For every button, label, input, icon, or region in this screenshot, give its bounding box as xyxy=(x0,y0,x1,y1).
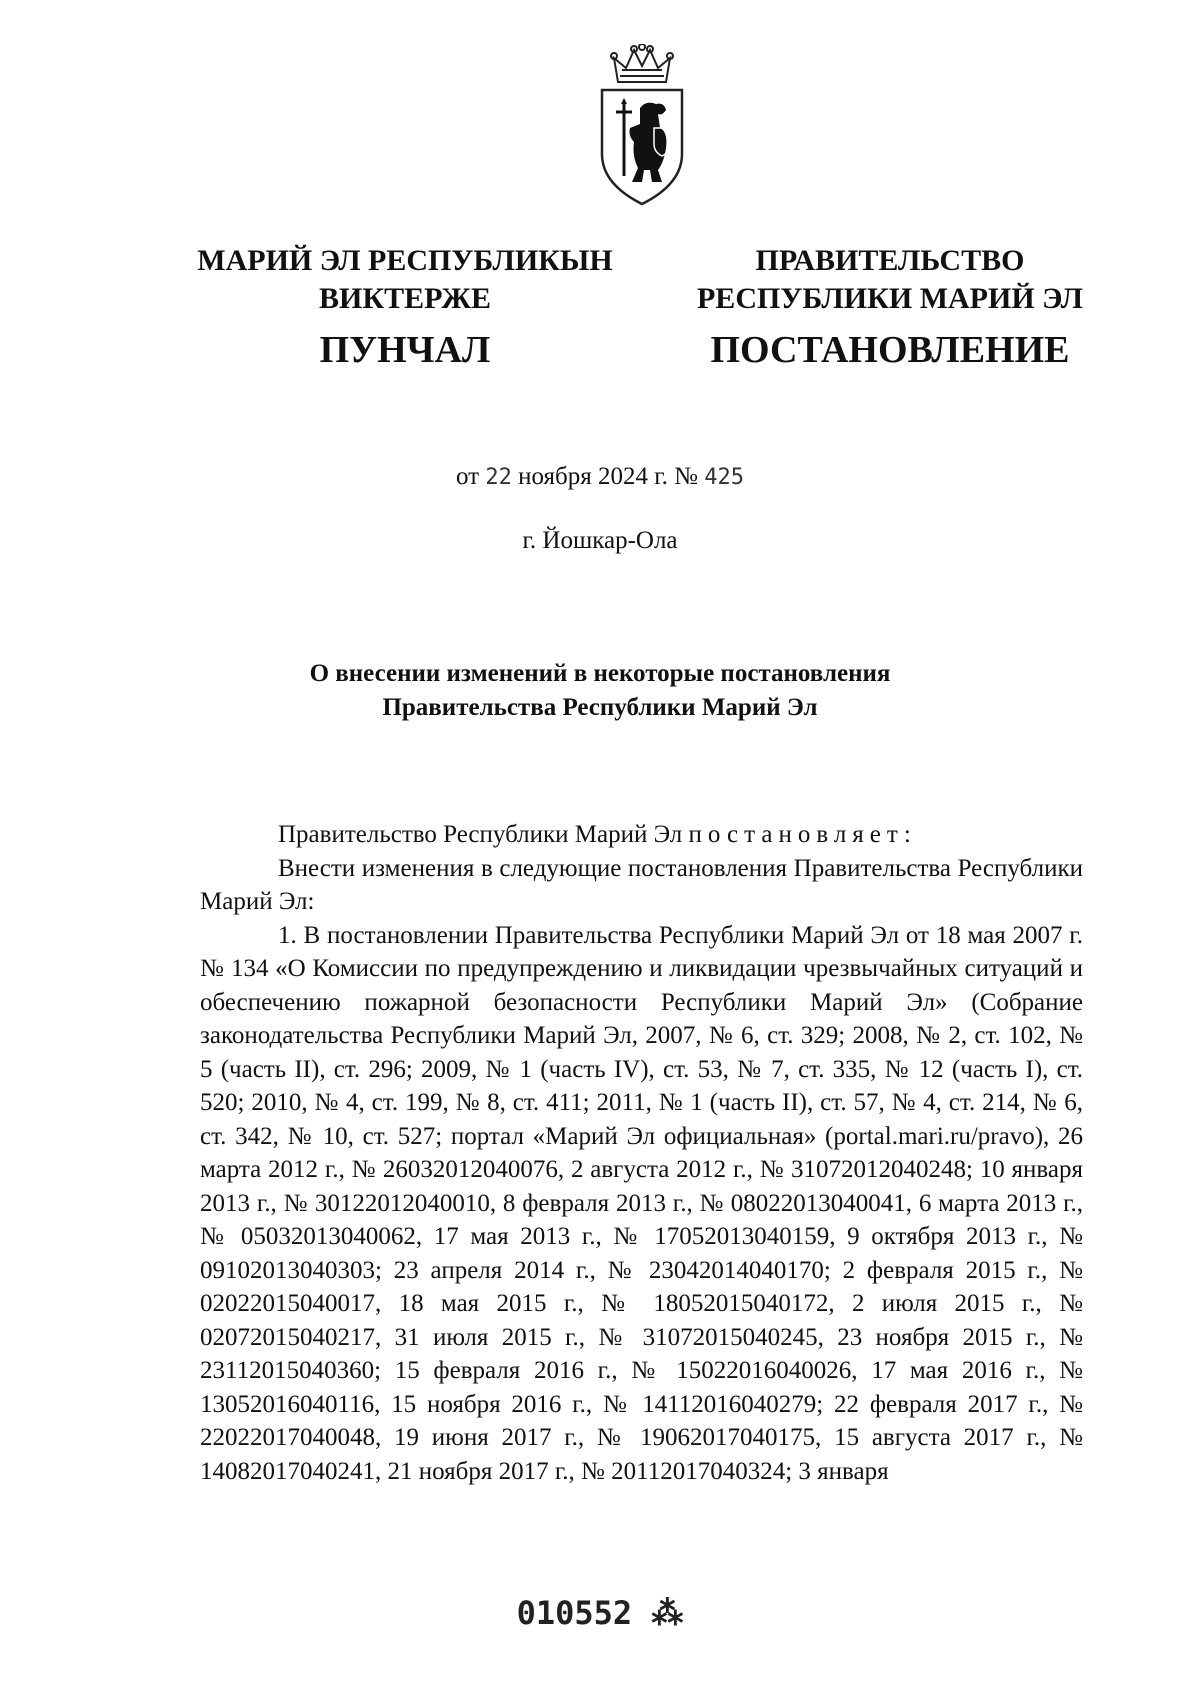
header-right-russian xyxy=(680,242,1100,318)
intro-paragraph xyxy=(200,818,1083,852)
doc-type-russian: ПОСТАНОВЛЕНИЕ xyxy=(710,329,1070,371)
coat-of-arms-emblem xyxy=(596,44,688,214)
document-body xyxy=(200,818,1083,1488)
header-left-line2: ВИКТЕРЖЕ xyxy=(318,281,492,315)
header-right-line2: РЕСПУБЛИКИ МАРИЙ ЭЛ xyxy=(696,281,1083,315)
header-right-line1: ПРАВИТЕЛЬСТВО xyxy=(755,244,1025,277)
intro-prefix: Правительство Республики Марий Эл xyxy=(278,821,683,848)
header-left-mari xyxy=(170,242,640,318)
title-line2: Правительства Республики Марий Эл xyxy=(382,693,818,721)
paragraph-2: 1. В постановлении Правительства Республики Марий Эл от 18 мая 2007 г. № 134 «О Комиссии по предупреждению и ликвидации чрезвычайных ситуаций и обеспечению пожарной безопасности Республики Марий Эл» (Собрание законодательства Республики Марий Эл, 2007, № 6, ст. 329; 2008, № 2, ст. 102, № 5 (часть II), ст. 296; 2009, № 1 (часть IV), ст. 53, № 7, ст. 335, № 12 (часть I), ст. 520; 2010, № 4, ст. 199, № 8, ст. 411; 2011, № 1 (часть II), ст. 57, № 4, ст. 214, № 6, ст. 342, № 10, ст. 527; портал «Марий Эл официальная» (portal.mari.ru/pravo), 26 марта 2012 г., № 26032012040076, 2 августа 2012 г., № 31072012040248; 10 января 2013 г., № 30122012040010, 8 февраля 2013 г., № 08022013040041, 6 марта 2013 г., № 05032013040062, 17 мая 2013 г., № 17052013040159, 9 октября 2013 г., № 09102013040303; 23 апреля 2014 г., № 23042014040170; 2 февраля 2015 г., № 02022015040017, 18 мая 2015 г., № 18052015040172, 2 июля 2015 г., № 02072015040217, 31 июля 2015 г., № 31072015040245, 23 ноября 2015 г., № 23112015040360; 15 февраля 2016 г., № 15022016040026, 17 мая 2016 г., № 13052016040116, 15 ноября 2016 г., № 14112016040279; 22 февраля 2017 г., № 22022017040048, 19 июня 2017 г., № 19062017040175, 15 августа 2017 г., № 14082017040241, 21 ноября 2017 г., № 20112017040324; 3 января xyxy=(200,921,1083,1485)
date-prefix: от xyxy=(455,463,480,490)
title-line1: О внесении изменений в некоторые постановления xyxy=(309,660,891,687)
header-left-line1: МАРИЙ ЭЛ РЕСПУБЛИКЫН xyxy=(197,244,613,277)
date-number-line xyxy=(0,463,1200,491)
doc-type-mari: ПУНЧАЛ xyxy=(319,329,491,371)
intro-action: постановляет: xyxy=(688,821,917,848)
date-month-year: ноября 2024 г. № xyxy=(518,463,699,490)
date-day: 22 xyxy=(485,465,512,490)
document-title xyxy=(0,657,1200,724)
serial-number: 010552 ⁂ xyxy=(516,1594,684,1632)
city-line: г. Йошкар-Ола xyxy=(522,527,678,554)
paragraph-1: Внести изменения в следующие постановления Правительства Республики Марий Эл: xyxy=(200,854,1083,915)
document-number: 425 xyxy=(704,465,745,490)
